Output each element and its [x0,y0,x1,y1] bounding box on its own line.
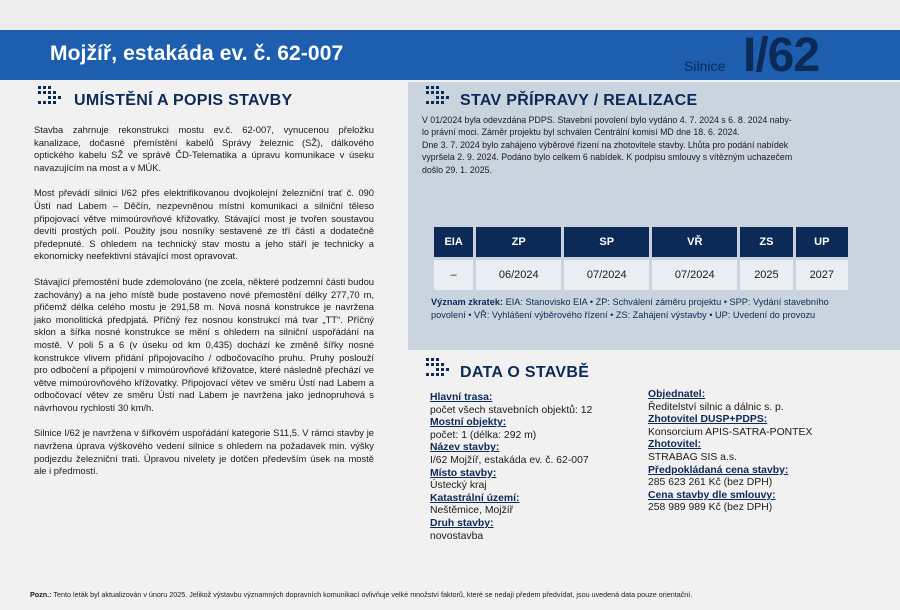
data-left-column [430,392,660,543]
data-value: STRABAG SIS a.s. [648,451,737,463]
data-value: počet všech stavebních objektů: 12 [430,404,593,416]
data-label: Zhotovitel DUSP+PDPS: [648,414,768,426]
schedule-value-cell: 2027 [796,260,848,290]
dotted-arrow-icon [426,358,452,380]
schedule-header-cell: ZS [740,227,792,257]
schedule-header-cell: SP [564,227,649,257]
data-value: Neštěmice, Mojžíř [430,505,514,517]
schedule-header-cell: ZP [476,227,561,257]
status-line: Dne 3. 7. 2024 bylo zahájeno výběrové řízení na zhotovitele stavby. Lhůta pro podání nabídek [422,139,789,150]
data-label: Předpokládaná cena stavby: [648,464,789,476]
data-label: Mostní objekty: [430,417,507,429]
status-line: lo právní moci. Záměr projektu byl schválen Centrální komisí MD dne 18. 6. 2024. [422,127,740,138]
footnote-label: Pozn.: [30,590,52,599]
data-value: I/62 Mojžíř, estakáda ev. č. 62-007 [430,454,589,466]
schedule-value-row [434,260,848,290]
location-heading: UMÍSTĚNÍ A POPIS STAVBY [74,92,293,109]
header-banner [0,30,900,80]
status-line: došlo 29. 1. 2025. [422,164,492,175]
schedule-table [431,224,851,293]
schedule-value-cell: 07/2024 [564,260,649,290]
footnote-text: Tento leták byl aktualizován v únoru 2025. Jelikož výstavbu významných dopravních komunikací ovlivňuje velké množství faktorů, které se nedají předem předvídat, jsou uvedená data pouze orientační. [51,590,693,599]
abbreviation-text: EIA: Stanovisko EIA • ZP: Schválení záměru projektu • SPP: Vydání stavebního povolení • VŘ: Vyhlášení výběrového řízení • ZS: Zahájení výstavby • UP: Uvedení do provozu [431,297,829,320]
location-description [34,124,374,491]
data-right-column [648,389,888,515]
data-value: Ředitelství silnic a dálnic s. p. [648,401,784,413]
status-heading: STAV PŘÍPRAVY / REALIZACE [460,92,698,109]
data-value: 258 989 989 Kč (bez DPH) [648,502,773,514]
dotted-arrow-icon [38,86,64,108]
abbreviation-legend [431,296,859,321]
data-label: Objednatel: [648,389,706,400]
dotted-arrow-icon [426,86,452,108]
data-value: novostavba [430,530,484,542]
data-label: Cena stavby dle smlouvy: [648,489,776,501]
schedule-value-cell: 07/2024 [652,260,737,290]
data-value: Konsorcium APIS-SATRA-PONTEX [648,426,813,438]
location-paragraph: Stávající přemostění bude zdemolováno (ne zcela, některé podzemní části budou zachovány) a na jeho místě bude postaveno nové přemostění délky 277,70 m, přičemž délka celého mostu je 291,58 m. Nová nosná konstrukce je navržena jako monolitická předpjatá. Příčný řez nosnou konstrukcí má tvar „TT“. Příčný sklon a šířka nosné konstrukce se mění s ohledem na silniční uspořádání na mostě. V poli 5 a 6 (v úseku od km 0,435) dochází ke změně šířky nosné konstrukce vlivem přidání připojovacího / odbočovacího pruhu. Pruhy poslouží pro odbočení a připojení v mimoúrovňové křižovatce, které následně přechází ve větve mimoúrovňového křížovatky. Připojovací větev ve směru Ústí nad Labem a odbočovací větev ze směru Ústí nad Labem je navržena jako jednopruhová s návrhovou rychlostí 30 km/h. [34,275,374,413]
data-label: Název stavby: [430,442,500,454]
data-label: Hlavní trasa: [430,392,493,403]
data-value: Ústecký kraj [430,480,487,492]
schedule-header-cell: EIA [434,227,473,257]
footnote [30,590,880,599]
schedule-header-cell: VŘ [652,227,737,257]
status-text [422,114,872,176]
abbreviation-label: Význam zkratek: [431,297,504,307]
status-line: vypršela 2. 9. 2024. Podáno bylo celkem 6 nabídek. K podpisu smlouvy s vítězným uchazečem [422,152,793,163]
data-label: Druh stavby: [430,517,494,529]
data-label: Zhotovitel: [648,439,702,451]
location-paragraph: Silnice I/62 je navržena v šířkovém uspořádání kategorie S11,5. V rámci stavby je navržena úprava výškového vedení silnice s ohledem na požadavek min. výšky podjezdu železniční trati. Úpravou nivelety je dotčen především úsek na mostě ale i předmostí. [34,427,374,477]
road-number: I/62 [743,29,820,82]
data-value: 285 623 261 Kč (bez DPH) [648,477,773,489]
status-line: V 01/2024 byla odevzdána PDPS. Stavební povolení bylo vydáno 4. 7. 2024 s 6. 8. 2024 naby- [422,115,792,125]
top-strip [0,0,900,30]
data-heading: DATA O STAVBĚ [460,364,590,381]
location-paragraph: Most převádí silnici I/62 přes elektrifikovanou dvojkolejní železniční trať č. 090 Ústí nad Labem – Děčín, nezpevněnou místní komunikaci a silniční těleso připojovací větve mimoúrovňové křižovatky. Stávající most je tvořen soustavou devíti prostých polí. Použity jsou nosníky sestavené ze tří částí a dodatečně předepnuté. S ohledem na technický stav mostu a jeho stáří je technicky a ekonomicky neefektivní stávající most opravovat. [34,187,374,262]
data-label: Místo stavby: [430,467,497,479]
schedule-header-cell: UP [796,227,848,257]
road-label: Silnice [684,58,726,74]
location-paragraph: Stavba zahrnuje rekonstrukci mostu ev.č. 62-007, vynucenou přeložku kanalizace, dočasné přemístění kabelů Správy železnic (SŽ), dálkového optického kabelu SŽ ve správě ČD-Telematika a úpravu komunikace v úseku navazujícím na most a v MÚK. [34,124,374,173]
schedule-header-row [434,227,848,257]
page-title: Mojžíř, estakáda ev. č. 62-007 [50,42,344,65]
schedule-value-cell: – [434,260,473,290]
data-label: Katastrální území: [430,492,520,504]
schedule-value-cell: 06/2024 [476,260,561,290]
data-value: počet: 1 (délka: 292 m) [430,429,537,441]
schedule-value-cell: 2025 [740,260,792,290]
